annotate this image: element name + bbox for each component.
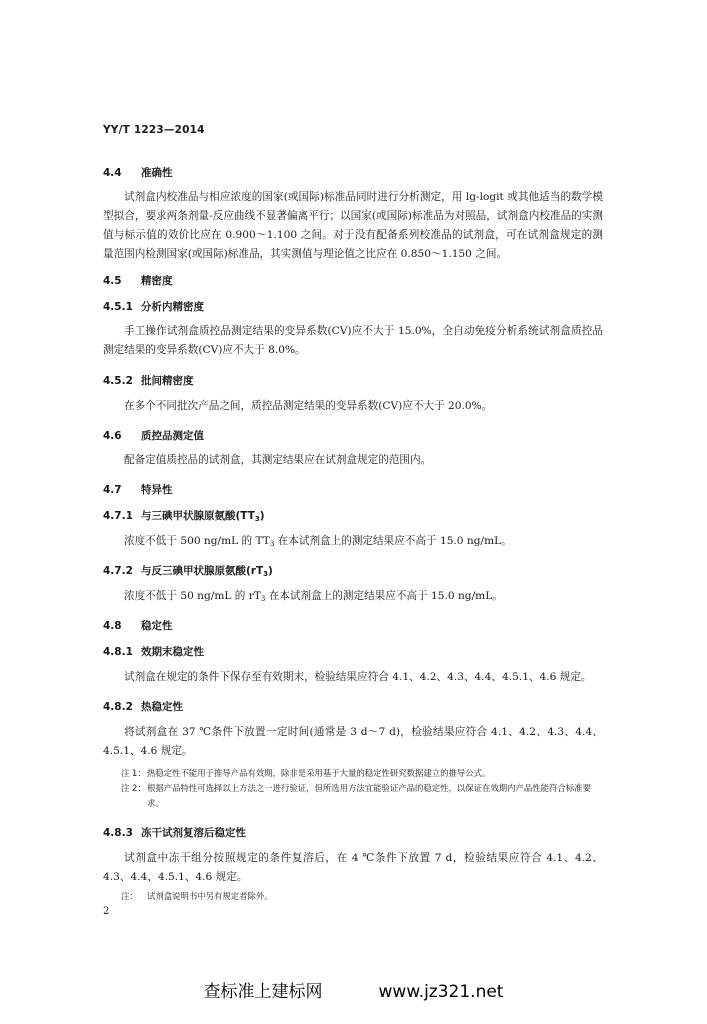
note-3: 注： 试剂盒说明书中另有规定者除外。 xyxy=(121,891,273,901)
paragraph-4-5-1: 手工操作试剂盒质控品测定结果的变异系数(CV)应不大于 15.0%，全自动免疫分析系统试剂盒质控品测定结果的变异系数(CV)应不大于 8.0%。 xyxy=(103,325,603,356)
footer-watermark xyxy=(0,977,707,1002)
heading-4-5-1: 4.5.1 分析内精密度 xyxy=(103,301,204,313)
note-1: 注 1：热稳定性不能用于推导产品有效期，除非是采用基于大量的稳定性研究数据建立的推导公式。 xyxy=(121,768,491,778)
heading-4-7: 4.7 特异性 xyxy=(103,484,173,496)
paragraph-4-7-2: 浓度不低于 50 ng/mL 的 $rT_3$ 在本试剂盒上的测定结果应不高于 15.0 ng/mL。 xyxy=(124,590,503,603)
heading-4-7-1: 4.7.1 与三碘甲状腺原氨酸$(TT_3)$ xyxy=(103,510,265,523)
note-2: 注 2：根据产品特性可选择以上方法之一进行验证，但所选用方法宜能验证产品的稳定性，以保证在效期内产品性能符合标准要求。 xyxy=(121,783,591,808)
heading-4-8-1: 4.8.1 效期末稳定性 xyxy=(103,646,204,658)
heading-4-4: 4.4 准确性 xyxy=(103,167,173,179)
heading-4-5: 4.5 精密度 xyxy=(103,275,173,287)
paragraph-4-6: 配备定值质控品的试剂盒，其测定结果应在试剂盒规定的范围内。 xyxy=(124,454,432,466)
paragraph-4-8-3: 试剂盒中冻干组分按照规定的条件复溶后，在 4 ℃条件下放置 7 d，检验结果应符合 4.1、4.2、4.3、4.4、4.5.1、4.6 规定。 xyxy=(103,852,603,883)
heading-4-5-2: 4.5.2 批间精密度 xyxy=(103,375,194,387)
heading-4-7-2: 4.7.2 与反三碘甲状腺原氨酸$(rT_3)$ xyxy=(103,565,273,578)
heading-4-6: 4.6 质控品测定值 xyxy=(103,430,204,442)
paragraph-4-5-2: 在多个不同批次产品之间，质控品测定结果的变异系数(CV)应不大于 20.0%。 xyxy=(124,400,493,412)
standard-code-header: YY/T 1223—2014 xyxy=(103,124,205,136)
page-number: 2 xyxy=(103,906,110,917)
paragraph-4-8-2: 将试剂盒在 37 ℃条件下放置一定时间(通常是 3 d～7 d)，检验结果应符合 4.1、4.2、4.3、4.4、4.5.1、4.6 规定。 xyxy=(103,726,603,757)
footer-site-name: 查标准上建标网 xyxy=(203,982,323,1002)
paragraph-4-8-1: 试剂盒在规定的条件下保存至有效期末，检验结果应符合 4.1、4.2、4.3、4.4、4.5.1、4.6 规定。 xyxy=(124,671,592,683)
footer-site-url[interactable]: www.jz321.net xyxy=(378,982,504,1002)
paragraph-4-4: 试剂盒内校准品与相应浓度的国家(或国际)标准品同时进行分析测定，用 lg-logit 或其他适当的数学模型拟合，要求两条剂量-反应曲线不显著偏离平行；以国家(或国际)标准品为对照品，试剂盒内校准品的实测值与标示值的效价比应在 0.900～1.100 之间。对于没有配备系列校准品的试剂盒，可在试剂盒规定的测量范围内检测国家(或国际)标准品，其实测值与理论值之比应在 0.850～1.150 之间。 xyxy=(103,191,603,260)
heading-4-8-2: 4.8.2 热稳定性 xyxy=(103,701,183,713)
paragraph-4-7-1: 浓度不低于 500 ng/mL 的 $TT_3$ 在本试剂盒上的测定结果应不高于 15.0 ng/mL。 xyxy=(124,535,512,548)
heading-4-8-3: 4.8.3 冻干试剂复溶后稳定性 xyxy=(103,827,246,839)
heading-4-8: 4.8 稳定性 xyxy=(103,620,173,632)
